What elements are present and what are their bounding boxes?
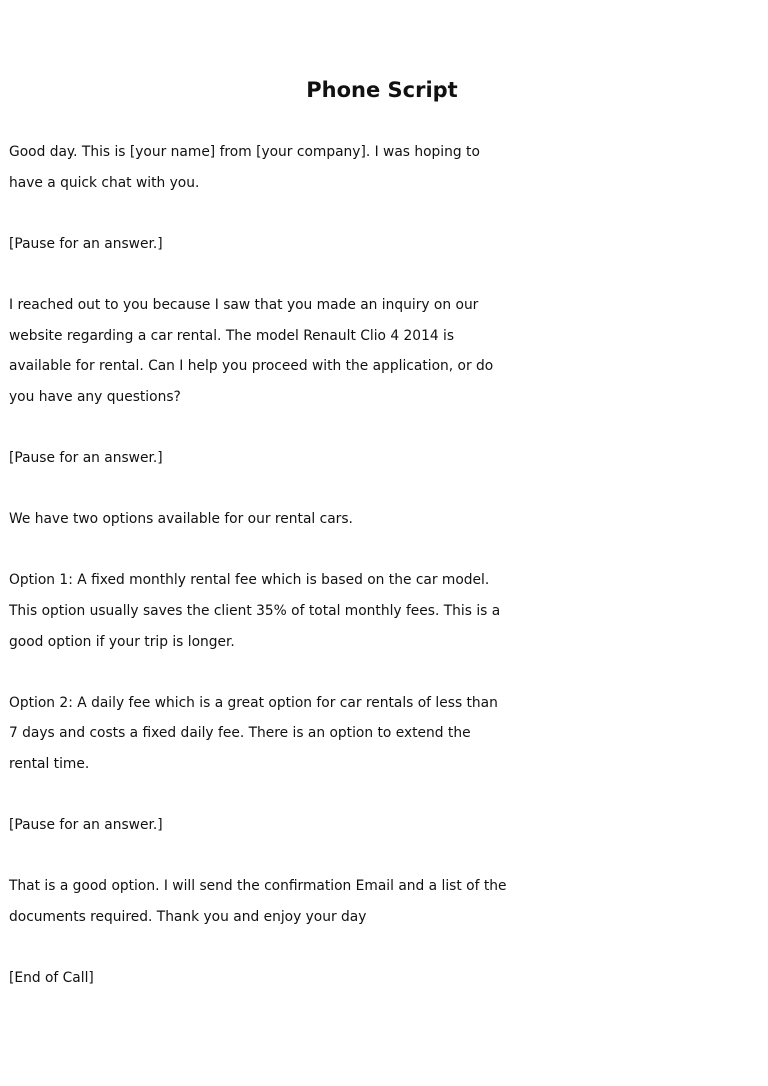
text-line: Option 2: A daily fee which is a great option for car rentals of less than <box>9 694 498 711</box>
text-line: [Pause for an answer.] <box>9 235 163 252</box>
text-line: have a quick chat with you. <box>9 174 200 191</box>
paragraph-option-1 <box>9 565 765 657</box>
text-line: you have any questions? <box>9 388 181 405</box>
text-line: [Pause for an answer.] <box>9 449 163 466</box>
paragraph-pause <box>9 229 765 260</box>
text-line: website regarding a car rental. The model Renault Clio 4 2014 is <box>9 327 455 344</box>
paragraph-greeting <box>9 137 765 198</box>
text-line: That is a good option. I will send the confirmation Email and a list of the <box>9 878 507 895</box>
paragraph-option-2 <box>9 688 765 780</box>
text-line: Good day. This is [your name] from [your company]. I was hoping to <box>9 144 480 160</box>
paragraph-pause <box>9 810 765 841</box>
text-line: I reached out to you because I saw that you made an inquiry on our <box>9 296 479 313</box>
text-line: This option usually saves the client 35% of total monthly fees. This is a <box>9 602 501 619</box>
page-title: Phone Script <box>306 78 458 102</box>
paragraph-options-intro <box>9 504 765 535</box>
text-line: We have two options available for our rental cars. <box>9 511 353 528</box>
paragraph-pause <box>9 443 765 474</box>
text-line: rental time. <box>9 755 90 772</box>
text-line: [End of Call] <box>9 970 94 987</box>
text-line: 7 days and costs a fixed daily fee. There is an option to extend the <box>9 725 471 742</box>
text-line: documents required. Thank you and enjoy your day <box>9 908 367 925</box>
text-line: available for rental. Can I help you proceed with the application, or do <box>9 358 494 375</box>
text-line: [Pause for an answer.] <box>9 817 163 834</box>
text-line: Option 1: A fixed monthly rental fee which is based on the car model. <box>9 572 490 589</box>
paragraph-end <box>9 963 765 994</box>
paragraph-inquiry <box>9 290 765 412</box>
text-line: good option if your trip is longer. <box>9 633 235 650</box>
script-body <box>9 137 765 1024</box>
paragraph-closing <box>9 871 765 932</box>
